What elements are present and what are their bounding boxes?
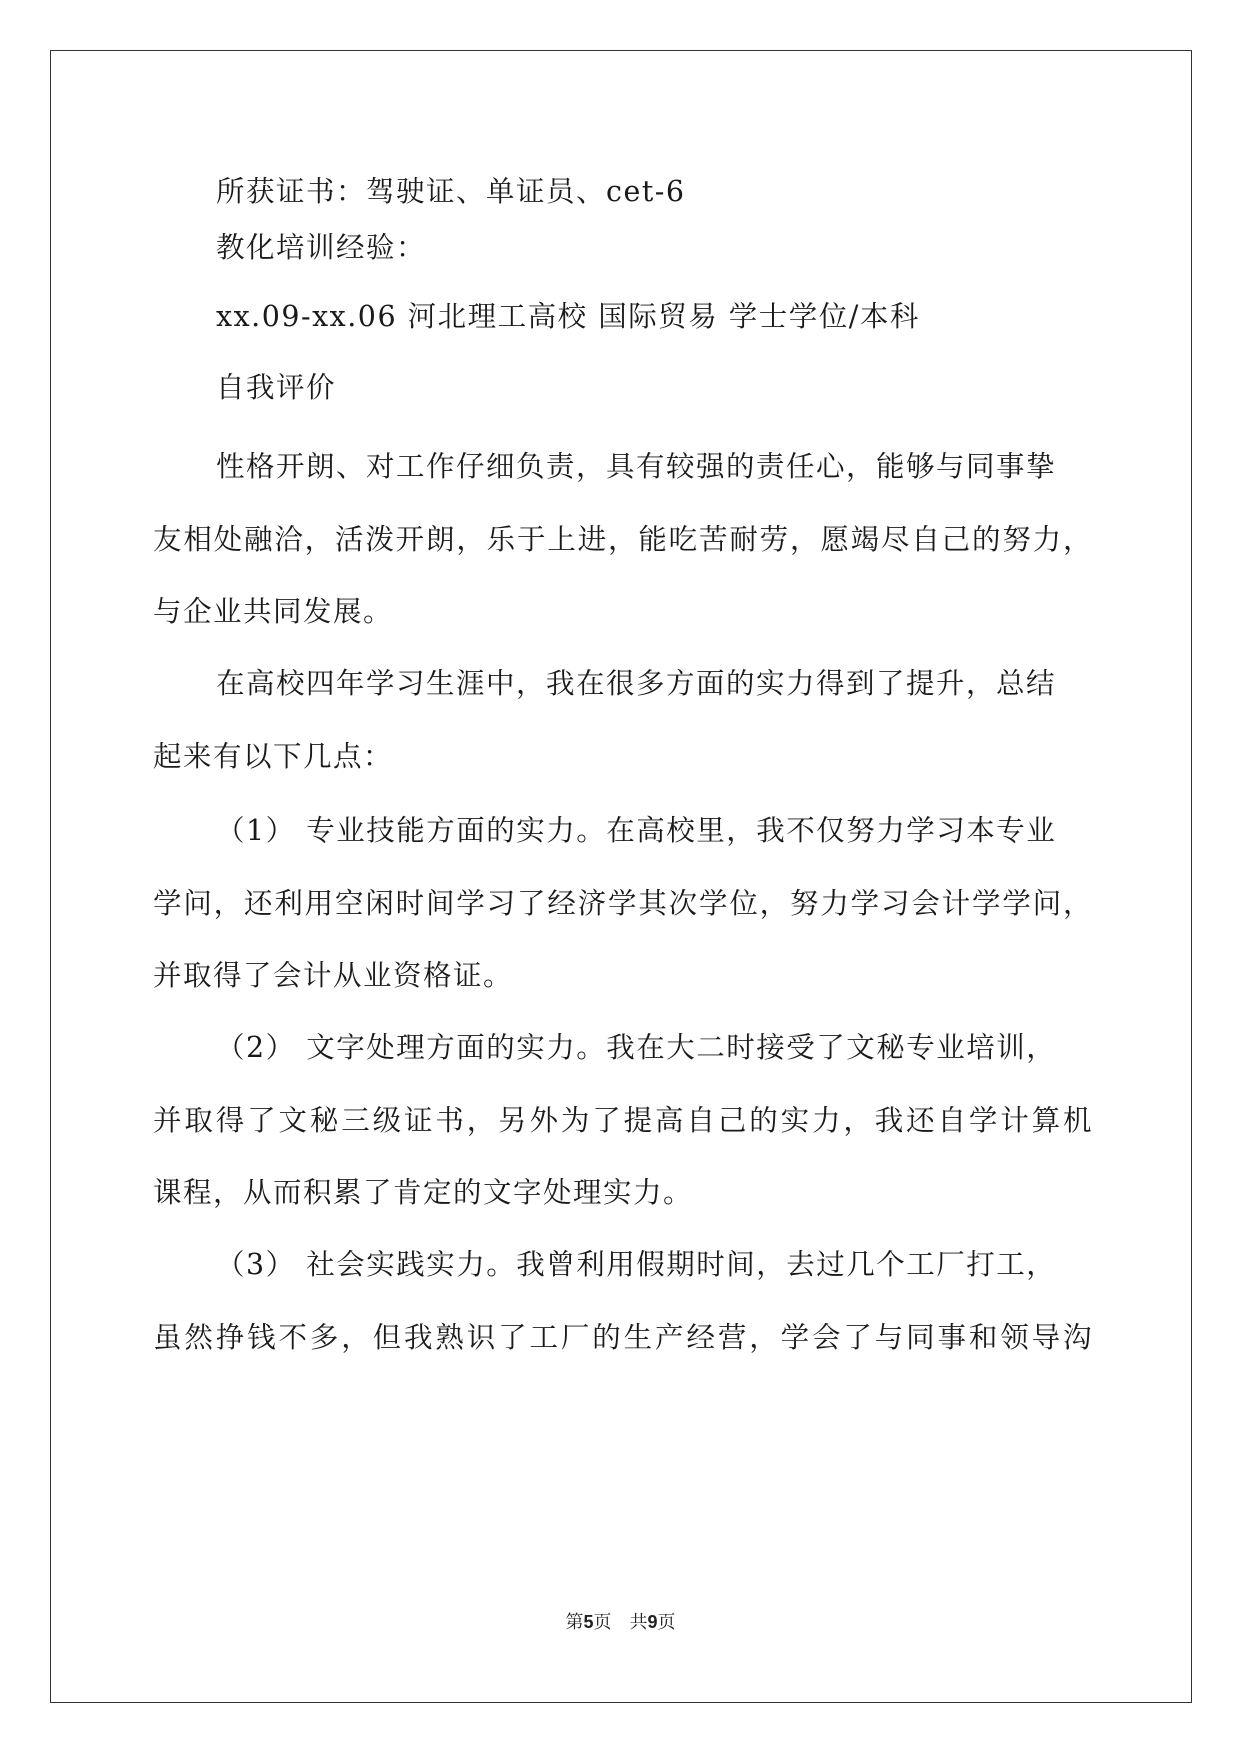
page-suffix: 页 bbox=[593, 1612, 612, 1633]
total-pages: 9 bbox=[647, 1612, 658, 1632]
paragraph-line: 起来有以下几点： bbox=[153, 740, 394, 773]
paragraph-line: 课程，从而积累了肯定的文字处理实力。 bbox=[153, 1176, 694, 1209]
paragraph-line: 在高校四年学习生涯中，我在很多方面的实力得到了提升，总结 bbox=[216, 667, 1057, 700]
page-prefix: 第 bbox=[565, 1612, 584, 1633]
education-heading: 教化培训经验： bbox=[216, 231, 427, 264]
paragraph-line: 学问，还利用空闲时间学习了经济学其次学位，努力学习会计学学问， bbox=[153, 887, 1093, 920]
paragraph-line: 与企业共同发展。 bbox=[153, 595, 394, 628]
paragraph-line: 虽然挣钱不多，但我熟识了工厂的生产经营，学会了与同事和领导沟 bbox=[153, 1321, 1093, 1354]
paragraph-line: 并取得了会计从业资格证。 bbox=[153, 959, 514, 992]
paragraph-line: 性格开朗、对工作仔细负责，具有较强的责任心，能够与同事挚 bbox=[216, 450, 1057, 483]
paragraph-line: （3） 社会实践实力。我曾利用假期时间，去过几个工厂打工， bbox=[216, 1248, 1057, 1281]
paragraph-line: 并取得了文秘三级证书，另外为了提高自己的实力，我还自学计算机 bbox=[153, 1104, 1093, 1137]
paragraph-line: 友相处融洽，活泼开朗，乐于上进，能吃苦耐劳，愿竭尽自己的努力， bbox=[153, 523, 1093, 556]
paragraph-line: （1） 专业技能方面的实力。在高校里，我不仅努力学习本专业 bbox=[216, 814, 1057, 847]
total-suffix: 页 bbox=[657, 1612, 676, 1633]
paragraph-line: （2） 文字处理方面的实力。我在大二时接受了文秘专业培训， bbox=[216, 1031, 1057, 1064]
total-prefix: 共 bbox=[629, 1612, 648, 1633]
education-entry: xx.09-xx.06 河北理工高校 国际贸易 学士学位/本科 bbox=[216, 300, 920, 333]
certificates-line: 所获证书：驾驶证、单证员、cet-6 bbox=[216, 175, 686, 208]
self-evaluation-heading: 自我评价 bbox=[216, 371, 337, 404]
page-footer bbox=[0, 1610, 1241, 1635]
page-number: 5 bbox=[583, 1612, 594, 1632]
